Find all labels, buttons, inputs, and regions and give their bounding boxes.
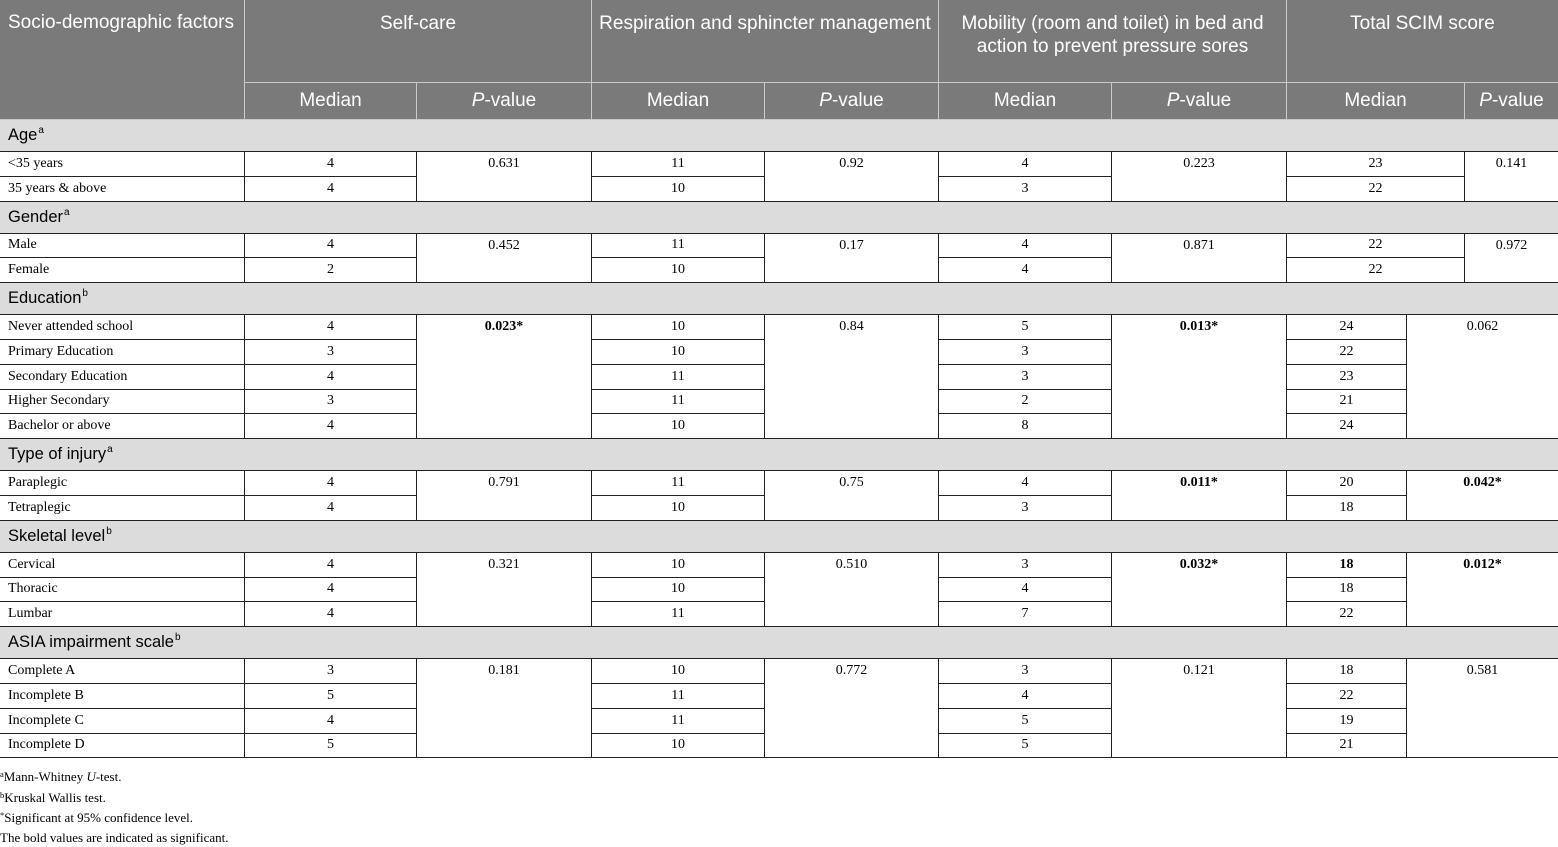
footnote-bold-note: The bold values are indicated as significant. bbox=[0, 830, 229, 845]
mobility-p-value: 0.223 bbox=[1112, 152, 1287, 202]
self-care-median: 3 bbox=[245, 340, 417, 365]
row-label: Cervical bbox=[0, 553, 245, 578]
mobility-median: 3 bbox=[939, 340, 1112, 365]
header-mobility: Mobility (room and toilet) in bed and action to prevent pressure sores bbox=[939, 0, 1287, 83]
respiration-p-value: 0.510 bbox=[765, 553, 939, 627]
respiration-p-value: 0.17 bbox=[765, 234, 939, 284]
mobility-median: 5 bbox=[939, 734, 1112, 759]
mobility-median: 3 bbox=[939, 659, 1112, 684]
total-scim-median: 22 bbox=[1287, 234, 1465, 259]
total-scim-p-value: 0.581 bbox=[1407, 659, 1558, 758]
self-care-p-value: 0.631 bbox=[417, 152, 592, 202]
mobility-median: 4 bbox=[939, 258, 1112, 283]
total-scim-median: 22 bbox=[1287, 258, 1465, 283]
total-scim-median: 23 bbox=[1287, 152, 1465, 177]
mobility-median: 3 bbox=[939, 496, 1112, 521]
mobility-median: 3 bbox=[939, 177, 1112, 202]
respiration-median: 10 bbox=[592, 553, 765, 578]
self-care-p-value: 0.791 bbox=[417, 471, 592, 521]
row-label: Paraplegic bbox=[0, 471, 245, 496]
mobility-median: 4 bbox=[939, 152, 1112, 177]
self-care-median: 4 bbox=[245, 602, 417, 627]
group-header-row: Age $^a$ bbox=[0, 120, 1558, 152]
total-scim-median: 24 bbox=[1287, 414, 1407, 439]
mobility-median: 4 bbox=[939, 684, 1112, 709]
total-scim-median: 21 bbox=[1287, 734, 1407, 759]
respiration-median: 10 bbox=[592, 177, 765, 202]
p-value-header: P -value bbox=[1112, 83, 1287, 120]
self-care-median: 4 bbox=[245, 709, 417, 734]
respiration-p-value: 0.92 bbox=[765, 152, 939, 202]
mobility-p-value: 0.013* bbox=[1112, 315, 1287, 439]
p-value-header: P -value bbox=[765, 83, 939, 120]
row-label: Incomplete C bbox=[0, 709, 245, 734]
self-care-median: 3 bbox=[245, 390, 417, 415]
total-scim-median: 21 bbox=[1287, 390, 1407, 415]
row-label: Incomplete B bbox=[0, 684, 245, 709]
respiration-median: 10 bbox=[592, 734, 765, 759]
mobility-median: 2 bbox=[939, 390, 1112, 415]
mobility-median: 3 bbox=[939, 553, 1112, 578]
self-care-p-value: 0.181 bbox=[417, 659, 592, 758]
total-scim-p-value: 0.062 bbox=[1407, 315, 1558, 439]
row-label: Male bbox=[0, 234, 245, 259]
respiration-p-value: 0.84 bbox=[765, 315, 939, 439]
group-header-row: Gender $^a$ bbox=[0, 202, 1558, 234]
total-scim-median: 22 bbox=[1287, 177, 1465, 202]
group-header-row: Type of injury $^a$ bbox=[0, 439, 1558, 471]
p-value-header: P -value bbox=[1465, 83, 1558, 120]
mobility-median: 4 bbox=[939, 471, 1112, 496]
mobility-p-value: 0.011* bbox=[1112, 471, 1287, 521]
respiration-median: 11 bbox=[592, 234, 765, 259]
total-scim-p-value: 0.012* bbox=[1407, 553, 1558, 627]
footnote-b: $^b$Kruskal Wallis test. bbox=[0, 790, 106, 805]
mobility-p-value: 0.121 bbox=[1112, 659, 1287, 758]
mobility-median: 7 bbox=[939, 602, 1112, 627]
self-care-median: 4 bbox=[245, 414, 417, 439]
mobility-median: 5 bbox=[939, 709, 1112, 734]
header-self-care: Self-care bbox=[245, 0, 592, 83]
median-header: Median bbox=[245, 83, 417, 120]
group-header-row: ASIA impairment scale $^b$ bbox=[0, 627, 1558, 659]
total-scim-median: 24 bbox=[1287, 315, 1407, 340]
total-scim-median: 23 bbox=[1287, 365, 1407, 390]
respiration-median: 10 bbox=[592, 340, 765, 365]
row-label: Incomplete D bbox=[0, 734, 245, 759]
self-care-median: 2 bbox=[245, 258, 417, 283]
respiration-median: 11 bbox=[592, 471, 765, 496]
row-label: Never attended school bbox=[0, 315, 245, 340]
respiration-median: 10 bbox=[592, 315, 765, 340]
row-label: Primary Education bbox=[0, 340, 245, 365]
respiration-median: 10 bbox=[592, 578, 765, 603]
row-label: Lumbar bbox=[0, 602, 245, 627]
row-label: Female bbox=[0, 258, 245, 283]
median-header: Median bbox=[939, 83, 1112, 120]
respiration-median: 10 bbox=[592, 258, 765, 283]
total-scim-median: 18 bbox=[1287, 659, 1407, 684]
row-label: 35 years & above bbox=[0, 177, 245, 202]
self-care-median: 4 bbox=[245, 553, 417, 578]
self-care-median: 4 bbox=[245, 315, 417, 340]
respiration-p-value: 0.75 bbox=[765, 471, 939, 521]
mobility-median: 3 bbox=[939, 365, 1112, 390]
self-care-median: 4 bbox=[245, 471, 417, 496]
row-label: Complete A bbox=[0, 659, 245, 684]
respiration-median: 11 bbox=[592, 709, 765, 734]
row-label: Thoracic bbox=[0, 578, 245, 603]
self-care-median: 4 bbox=[245, 578, 417, 603]
self-care-median: 4 bbox=[245, 152, 417, 177]
group-header-row: Education $^b$ bbox=[0, 283, 1558, 315]
row-label: Higher Secondary bbox=[0, 390, 245, 415]
mobility-median: 4 bbox=[939, 234, 1112, 259]
mobility-p-value: 0.032* bbox=[1112, 553, 1287, 627]
self-care-median: 4 bbox=[245, 496, 417, 521]
self-care-p-value: 0.023* bbox=[417, 315, 592, 439]
total-scim-median: 20 bbox=[1287, 471, 1407, 496]
header-factors: Socio-demographic factors bbox=[0, 0, 245, 120]
total-scim-median: 18 bbox=[1287, 496, 1407, 521]
header-respiration: Respiration and sphincter management bbox=[592, 0, 939, 83]
respiration-median: 11 bbox=[592, 602, 765, 627]
respiration-median: 10 bbox=[592, 659, 765, 684]
total-scim-median: 19 bbox=[1287, 709, 1407, 734]
self-care-median: 4 bbox=[245, 234, 417, 259]
total-scim-p-value: 0.042* bbox=[1407, 471, 1558, 521]
respiration-median: 10 bbox=[592, 496, 765, 521]
total-scim-median: 22 bbox=[1287, 602, 1407, 627]
respiration-median: 11 bbox=[592, 152, 765, 177]
header-total-scim: Total SCIM score bbox=[1287, 0, 1558, 83]
total-scim-p-value: 0.141 bbox=[1465, 152, 1558, 202]
respiration-median: 11 bbox=[592, 684, 765, 709]
self-care-p-value: 0.321 bbox=[417, 553, 592, 627]
self-care-median: 4 bbox=[245, 177, 417, 202]
row-label: Bachelor or above bbox=[0, 414, 245, 439]
mobility-p-value: 0.871 bbox=[1112, 234, 1287, 284]
self-care-p-value: 0.452 bbox=[417, 234, 592, 284]
mobility-median: 4 bbox=[939, 578, 1112, 603]
group-header-row: Skeletal level $^b$ bbox=[0, 521, 1558, 553]
respiration-median: 11 bbox=[592, 390, 765, 415]
total-scim-median: 18 bbox=[1287, 553, 1407, 578]
self-care-median: 4 bbox=[245, 365, 417, 390]
self-care-median: 3 bbox=[245, 659, 417, 684]
respiration-p-value: 0.772 bbox=[765, 659, 939, 758]
row-label: Secondary Education bbox=[0, 365, 245, 390]
total-scim-median: 18 bbox=[1287, 578, 1407, 603]
self-care-median: 5 bbox=[245, 734, 417, 759]
row-label: Tetraplegic bbox=[0, 496, 245, 521]
footnote-significance: *Significant at 95% confidence level. bbox=[0, 810, 194, 825]
total-scim-median: 22 bbox=[1287, 684, 1407, 709]
total-scim-median: 22 bbox=[1287, 340, 1407, 365]
respiration-median: 10 bbox=[592, 414, 765, 439]
row-label: <35 years bbox=[0, 152, 245, 177]
respiration-median: 11 bbox=[592, 365, 765, 390]
self-care-median: 5 bbox=[245, 684, 417, 709]
p-value-header: P -value bbox=[417, 83, 592, 120]
footnote-a: $^a$Mann-Whitney U-test. bbox=[0, 769, 122, 784]
total-scim-p-value: 0.972 bbox=[1465, 234, 1558, 284]
median-header: Median bbox=[592, 83, 765, 120]
mobility-median: 5 bbox=[939, 315, 1112, 340]
mobility-median: 8 bbox=[939, 414, 1112, 439]
median-header: Median bbox=[1287, 83, 1465, 120]
